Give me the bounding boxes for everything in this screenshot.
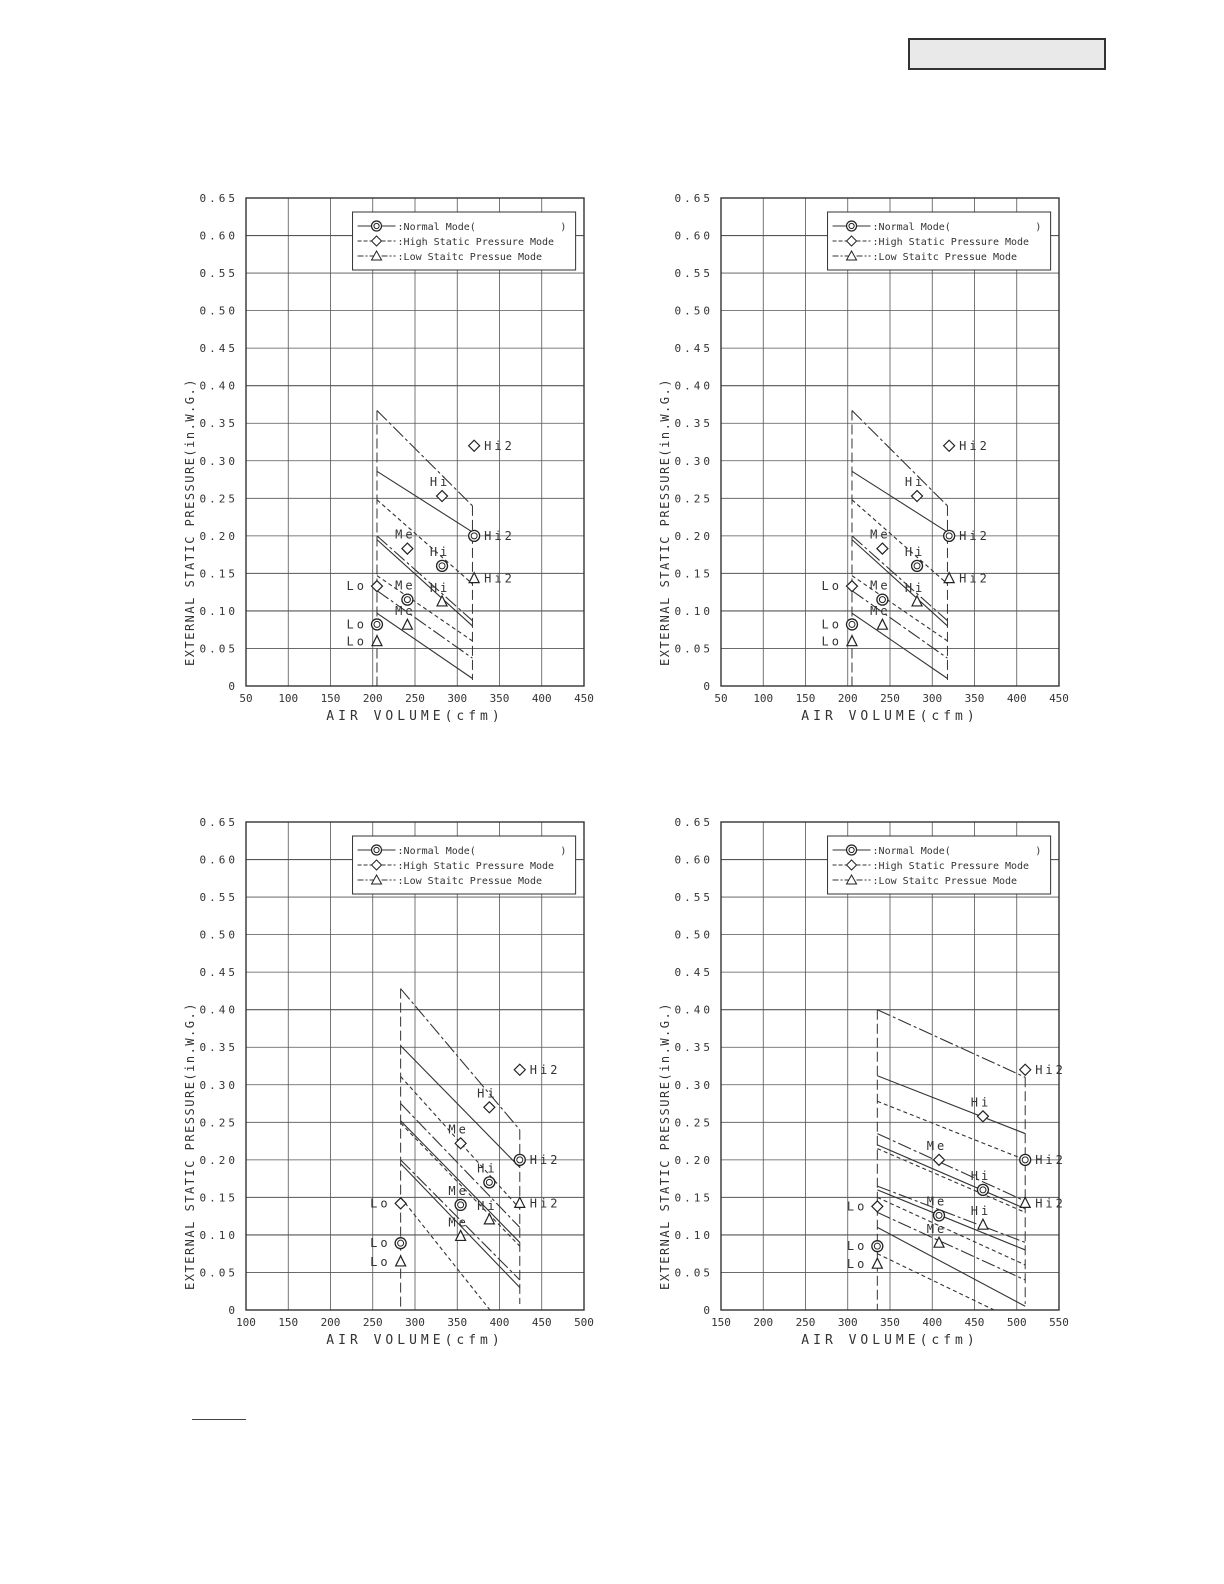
point-label: Me [870,527,891,542]
point-label: Hi2 [484,571,515,586]
point-label: Lo [346,617,367,632]
normal-mode-point [944,530,955,541]
high-static-point [977,1111,988,1122]
y-tick-label: 0.40 [674,379,713,393]
normal-mode-point [395,1238,406,1249]
legend-circle-icon [372,221,382,231]
legend-text-low: :Low Staitc Pressue Mode [397,252,543,263]
point-label: Lo [346,634,367,649]
x-tick-label: 250 [880,692,900,705]
high-static-point [402,543,413,554]
characteristic-line [877,1101,1025,1160]
y-tick-label: 0.40 [674,1003,713,1017]
y-tick-label: 0.25 [199,1116,238,1130]
point-label: Hi [904,475,926,490]
y-tick-label: 0.65 [199,816,238,829]
high-static-point [877,543,888,554]
y-tick-label: 0.35 [199,1041,238,1055]
x-tick-label: 400 [531,692,552,705]
characteristic-line [852,576,947,641]
y-tick-label: 0.45 [199,966,238,980]
x-tick-label: 250 [362,1316,383,1329]
legend-text-high: :High Static Pressure Mode [397,861,555,872]
y-tick-label: 0.30 [674,1078,713,1092]
y-tick-label: 0.60 [674,853,713,867]
footnote-rule [192,1419,246,1420]
x-tick-label: 200 [320,1316,341,1329]
low-static-point [847,636,857,646]
legend-paren: ) [1035,222,1042,233]
y-tick-label: 0.20 [199,1153,238,1167]
y-tick-label: 0.45 [199,342,238,356]
y-tick-label: 0.15 [674,567,713,581]
characteristic-line [377,471,472,532]
x-tick-label: 450 [531,1316,552,1329]
y-tick-label: 0.60 [674,229,713,243]
high-static-point [514,1064,525,1075]
x-axis-label: AIR VOLUME(cfm) [326,709,504,724]
y-tick-label: 0.40 [199,379,238,393]
legend-text-normal: :Normal Mode( [872,846,951,857]
y-axis-label: EXTERNAL STATIC PRESSURE(in.W.G.) [658,378,672,666]
point-label: Hi [477,1161,498,1176]
x-tick-label: 450 [964,1316,985,1329]
point-label: Me [926,1222,948,1237]
normal-mode-point [934,1210,945,1221]
y-tick-label: 0.30 [199,1078,238,1092]
x-axis-label: AIR VOLUME(cfm) [801,1333,979,1348]
normal-mode-point [977,1184,988,1195]
x-tick-label: 150 [320,692,341,705]
point-label: Hi2 [959,438,990,453]
x-tick-label: 200 [753,1316,774,1329]
point-label: Me [870,604,891,619]
x-tick-label: 150 [795,692,816,705]
x-tick-label: 350 [489,692,510,705]
y-tick-label: 0.35 [674,1041,713,1055]
x-tick-label: 300 [837,1316,858,1329]
x-tick-label: 150 [278,1316,299,1329]
x-tick-label: 500 [1006,1316,1027,1329]
legend-text-low: :Low Staitc Pressue Mode [872,876,1018,887]
y-tick-label: 0.35 [674,417,713,431]
point-label: Lo [821,617,842,632]
legend [828,836,1051,894]
y-axis-label: EXTERNAL STATIC PRESSURE(in.W.G.) [183,378,197,666]
x-tick-label: 350 [447,1316,468,1329]
legend-paren: ) [560,222,567,233]
y-tick-label: 0.25 [199,492,238,506]
point-label: Me [926,1194,948,1209]
high-static-point [395,1198,406,1209]
characteristic-line [377,613,472,678]
x-tick-label: 300 [922,692,943,705]
y-tick-label: 0.60 [199,853,238,867]
normal-mode-point [371,619,382,630]
x-tick-label: 400 [1006,692,1027,705]
point-label: Lo [846,1199,868,1214]
point-label: Me [448,1122,469,1137]
low-static-point [1020,1197,1030,1207]
normal-mode-point [846,619,857,630]
characteristic-line [377,576,472,641]
low-static-point [396,1256,406,1266]
legend-text-normal: :Normal Mode( [397,846,476,857]
x-axis-label: AIR VOLUME(cfm) [801,709,979,724]
characteristic-line [877,1186,1025,1242]
characteristic-line [877,1134,1025,1202]
x-tick-label: 400 [922,1316,943,1329]
characteristic-line [401,1197,490,1310]
characteristic-line [877,1212,1025,1280]
low-static-point [877,619,887,629]
y-tick-label: 0.10 [199,1228,238,1242]
point-label: Hi2 [484,438,515,453]
normal-mode-point [912,560,923,571]
low-static-point [978,1219,988,1229]
y-tick-label: 0.30 [674,454,713,468]
low-static-point [872,1258,882,1268]
characteristic-line [852,613,947,678]
y-tick-label: 0.35 [199,417,238,431]
y-tick-label: 0.55 [199,267,238,281]
point-label: Lo [370,1236,391,1251]
point-label: Lo [846,1239,868,1254]
normal-mode-point [455,1199,466,1210]
x-tick-label: 550 [1049,1316,1069,1329]
chart-top-right [655,188,1085,733]
y-tick-label: 0.05 [199,642,238,656]
high-static-point [872,1201,883,1212]
point-label: Lo [821,579,842,594]
point-label: Me [395,604,416,619]
legend-text-low: :Low Staitc Pressue Mode [872,252,1018,263]
y-tick-label: 0.15 [674,1191,713,1205]
y-tick-label: 0.65 [674,192,713,205]
point-label: Hi [970,1204,992,1219]
point-label: Hi [477,1086,498,1101]
x-tick-label: 100 [753,692,774,705]
y-tick-label: 0.10 [674,604,713,618]
legend [828,212,1051,270]
legend [353,836,576,894]
x-tick-label: 450 [574,692,594,705]
x-tick-label: 300 [447,692,468,705]
point-label: Hi2 [1035,1196,1066,1211]
characteristic-line [852,500,947,584]
y-tick-label: 0.10 [199,604,238,618]
characteristic-line [852,410,947,505]
header-box [908,38,1106,70]
y-tick-label: 0.55 [674,267,713,281]
y-tick-label: 0.05 [199,1266,238,1280]
legend-text-high: :High Static Pressure Mode [872,237,1030,248]
characteristic-line [877,1197,1025,1265]
y-tick-label: 0 [228,680,238,693]
point-label: Hi [429,544,451,559]
legend-text-high: :High Static Pressure Mode [872,861,1030,872]
x-tick-label: 400 [489,1316,510,1329]
point-label: Lo [346,579,367,594]
high-static-point [944,440,955,451]
x-tick-label: 350 [964,692,985,705]
y-tick-label: 0.20 [674,529,713,543]
point-label: Me [870,578,891,593]
y-tick-label: 0.60 [199,229,238,243]
legend-circle-icon [847,845,857,855]
y-tick-label: 0.20 [199,529,238,543]
point-label: Hi [429,475,451,490]
high-static-point [469,440,480,451]
y-axis-label: EXTERNAL STATIC PRESSURE(in.W.G.) [658,1002,672,1290]
low-static-point [515,1197,525,1207]
y-tick-label: 0.15 [199,567,238,581]
point-label: Hi2 [529,1152,561,1167]
normal-mode-point [1020,1154,1031,1165]
point-label: Me [395,578,416,593]
x-tick-label: 500 [574,1316,594,1329]
point-label: Hi2 [529,1062,561,1077]
y-tick-label: 0.45 [674,966,713,980]
high-static-point [484,1102,495,1113]
characteristic-line [877,1254,994,1310]
y-tick-label: 0.20 [674,1153,713,1167]
y-tick-label: 0.40 [199,1003,238,1017]
y-tick-label: 0.50 [199,304,238,318]
y-tick-label: 0.15 [199,1191,238,1205]
high-static-point [437,491,448,502]
legend-circle-icon [372,845,382,855]
point-label: Hi [477,1198,498,1213]
normal-mode-point [484,1177,495,1188]
normal-mode-point [872,1241,883,1252]
legend-paren: ) [560,846,567,857]
y-tick-label: 0.05 [674,642,713,656]
point-label: Me [395,527,416,542]
y-tick-label: 0.50 [674,304,713,318]
characteristic-line [852,471,947,532]
point-label: Lo [846,1257,868,1272]
x-tick-label: 200 [837,692,858,705]
point-label: Hi2 [529,1196,561,1211]
y-tick-label: 0.65 [199,192,238,205]
y-tick-label: 0 [703,1304,713,1317]
low-static-point [944,573,954,583]
x-tick-label: 250 [795,1316,816,1329]
x-tick-label: 250 [405,692,425,705]
characteristic-line [877,1010,1025,1078]
chart-top-left [180,188,610,733]
point-label: Lo [370,1254,391,1269]
x-tick-label: 450 [1049,692,1069,705]
x-tick-label: 100 [278,692,299,705]
y-tick-label: 0.25 [674,1116,713,1130]
x-tick-label: 100 [236,1316,256,1329]
point-label: Hi [970,1095,992,1110]
legend-paren: ) [1035,846,1042,857]
characteristic-line [877,1149,1025,1213]
legend-text-low: :Low Staitc Pressue Mode [397,876,543,887]
point-label: Hi [970,1168,992,1183]
low-static-point [469,573,479,583]
characteristic-line [877,1227,1025,1306]
point-label: Hi2 [1035,1152,1066,1167]
normal-mode-point [437,560,448,571]
y-tick-label: 0 [703,680,713,693]
x-axis-label: AIR VOLUME(cfm) [326,1333,504,1348]
point-label: Hi [429,580,451,595]
point-label: Hi2 [959,571,990,586]
chart-bottom-right [655,812,1085,1357]
point-label: Hi2 [484,528,515,543]
y-tick-label: 0 [228,1304,238,1317]
y-tick-label: 0.45 [674,342,713,356]
low-static-point [372,636,382,646]
x-tick-label: 150 [711,1316,731,1329]
y-tick-label: 0.05 [674,1266,713,1280]
point-label: Hi [904,544,926,559]
characteristic-line [852,540,947,626]
normal-mode-point [469,530,480,541]
characteristic-line [377,540,472,626]
legend-circle-icon [847,221,857,231]
y-tick-label: 0.65 [674,816,713,829]
characteristic-line [377,500,472,584]
point-label: Lo [370,1196,391,1211]
point-label: Me [448,1215,469,1230]
point-label: Hi2 [1035,1062,1066,1077]
high-static-point [1020,1064,1031,1075]
y-tick-label: 0.50 [199,928,238,942]
y-tick-label: 0.10 [674,1228,713,1242]
point-label: Hi [904,580,926,595]
legend [353,212,576,270]
legend-text-normal: :Normal Mode( [397,222,476,233]
low-static-point [402,619,412,629]
x-tick-label: 350 [880,1316,900,1329]
y-tick-label: 0.25 [674,492,713,506]
point-label: Me [448,1183,469,1198]
point-label: Hi2 [959,528,990,543]
y-tick-label: 0.30 [199,454,238,468]
high-static-point [912,491,923,502]
y-tick-label: 0.55 [199,891,238,905]
y-axis-label: EXTERNAL STATIC PRESSURE(in.W.G.) [183,1002,197,1290]
legend-text-high: :High Static Pressure Mode [397,237,555,248]
x-tick-label: 50 [714,692,728,705]
point-label: Me [926,1138,948,1153]
point-label: Lo [821,634,842,649]
legend-text-normal: :Normal Mode( [872,222,951,233]
x-tick-label: 50 [239,692,253,705]
chart-bottom-left [180,812,610,1357]
normal-mode-point [514,1154,525,1165]
y-tick-label: 0.55 [674,891,713,905]
x-tick-label: 300 [405,1316,425,1329]
y-tick-label: 0.50 [674,928,713,942]
x-tick-label: 200 [362,692,383,705]
characteristic-line [377,410,472,505]
